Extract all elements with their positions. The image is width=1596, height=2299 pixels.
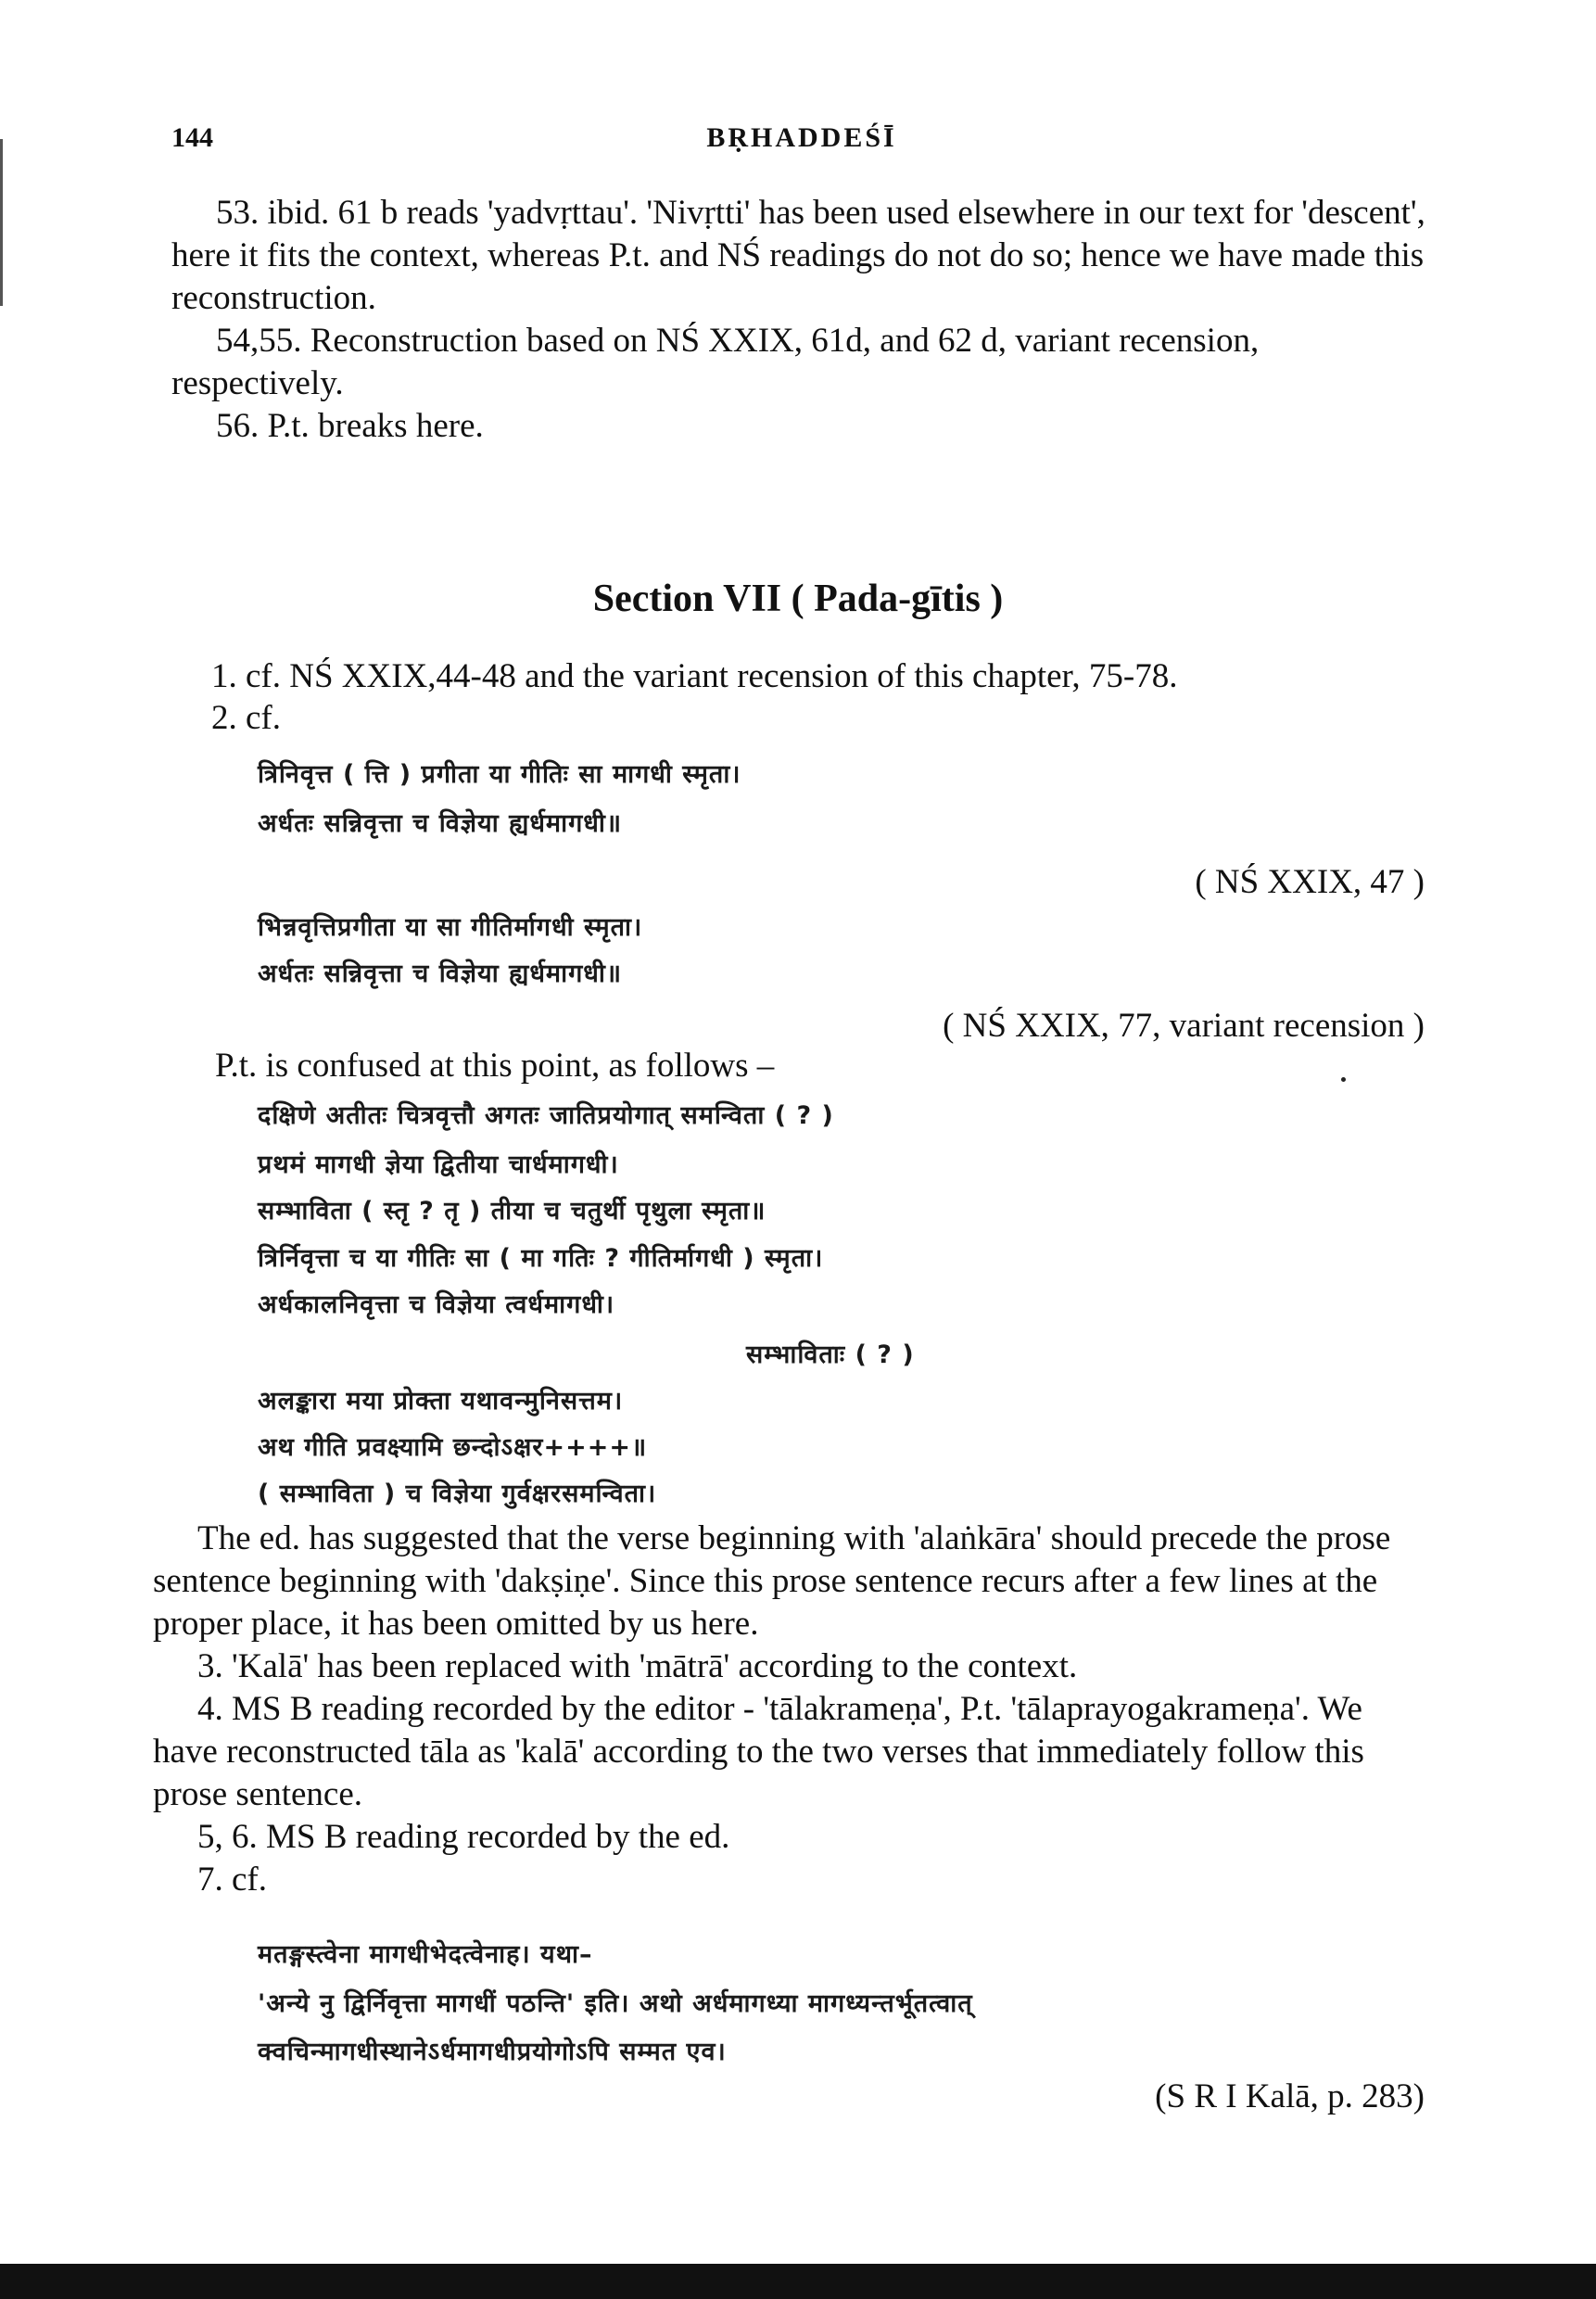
notes-bottom	[153, 1518, 1423, 1901]
note-4: 4. MS B reading recorded by the editor - 'tālakrameṇa', P.t. 'tālaprayogakrameṇa'. We have reconstructed tāla as 'kalā' according to the two verses that immediately follow this prose sentence.	[153, 1690, 1364, 1813]
note-54-55: 54,55. Reconstruction based on NŚ XXIX, 61d, and 62 d, variant recension, respectively.	[171, 322, 1260, 402]
page-number: 144	[171, 122, 213, 153]
confused-intro: P.t. is confused at this point, as follows –	[215, 1047, 775, 1085]
note-56: 56. P.t. breaks here.	[216, 407, 484, 445]
note-53: 53. ibid. 61 b reads 'yadvṛttau'. 'Nivṛtti' has been used elsewhere in our text for 'descent', here it fits the context, whereas P.t. and NŚ readings do not do so; hence we have made this reconstruction.	[171, 194, 1425, 317]
note-3: 3. 'Kalā' has been replaced with 'mātrā' according to the context.	[197, 1647, 1078, 1685]
verse-c-line-2: प्रथमं मागधी ज्ञेया द्वितीया चार्धमागधी।	[258, 1150, 619, 1179]
verse-b-line-2: अर्धतः सन्निवृत्ता च विज्ञेया ह्यर्धमागधी॥	[258, 959, 623, 988]
note-2: 2. cf.	[211, 699, 281, 737]
verse-d-line-2: अथ गीति प्रवक्ष्यामि छन्दोऽक्षर++++॥	[258, 1433, 648, 1462]
verse-c-line-5: अर्धकालनिवृत्ता च विज्ञेया त्वर्धमागधी।	[258, 1290, 615, 1319]
verse-d-line-3: ( सम्भाविता ) च विज्ञेया गुर्वक्षरसमन्विता।	[258, 1480, 657, 1508]
reference-a: ( NŚ XXIX, 47 )	[1195, 863, 1425, 901]
speck	[1341, 1077, 1346, 1082]
verse-e-line-2: 'अन्ये नु द्विर्निवृत्ता मागधीं पठन्ति' इति। अथो अर्धमागध्या मागध्यन्तर्भूतत्वात्	[258, 1989, 973, 2018]
note-1: 1. cf. NŚ XXIX,44-48 and the variant recension of this chapter, 75-78.	[211, 657, 1178, 695]
bottom-scan-border	[0, 2264, 1596, 2299]
notes-top	[171, 192, 1432, 448]
verse-e-line-1: मतङ्गस्त्वेना मागधीभेदत्वेनाह। यथा–	[258, 1940, 593, 1969]
verse-c-line-4: त्रिर्निवृत्ता च या गीतिः सा ( मा गतिः ? गीतिर्मागधी ) स्मृता।	[258, 1244, 824, 1273]
verse-b-line-1: भिन्नवृत्तिप्रगीता या सा गीतिर्मागधी स्मृता।	[258, 913, 643, 942]
page-header	[171, 122, 1432, 178]
reference-b: ( NŚ XXIX, 77, variant recension )	[943, 1007, 1425, 1045]
verse-c-line-3: सम्भाविता ( स्तृ ? तृ ) तीया च चतुर्थी पृथुला स्मृता॥	[258, 1197, 766, 1226]
verse-d-line-1: अलङ्कारा मया प्रोक्ता यथावन्मुनिसत्तम।	[258, 1387, 624, 1416]
verse-e-line-3: क्वचिन्मागधीस्थानेऽर्धमागधीप्रयोगोऽपि सम्मत एव।	[258, 2038, 727, 2066]
editor-suggestion-note: The ed. has suggested that the verse beginning with 'alaṅkāra' should precede the prose sentence beginning with 'dakṣiṇe'. Since this prose sentence recurs after a few lines at the proper place, it has been omitted by us here.	[153, 1519, 1391, 1643]
note-5-6: 5, 6. MS B reading recorded by the ed.	[197, 1818, 730, 1856]
verse-a-line-2: अर्धतः सन्निवृत्ता च विज्ञेया ह्यर्धमागधी॥	[258, 809, 623, 838]
verse-c-note: सम्भाविताः ( ? )	[746, 1340, 915, 1369]
section-title: Section VII ( Pada-gītis )	[592, 578, 1004, 620]
running-head: BṚHADDEŚĪ	[706, 122, 897, 153]
scan-edge-mark	[0, 139, 3, 306]
note-7: 7. cf.	[197, 1861, 267, 1899]
verse-c-line-1: दक्षिणे अतीतः चित्रवृत्तौ अगतः जातिप्रयोगात् समन्विता ( ? )	[258, 1101, 834, 1130]
reference-e: (S R I Kalā, p. 283)	[1155, 2077, 1425, 2115]
verse-a-line-1: त्रिनिवृत्त ( त्ति ) प्रगीता या गीतिः सा मागधी स्मृता।	[258, 760, 741, 789]
